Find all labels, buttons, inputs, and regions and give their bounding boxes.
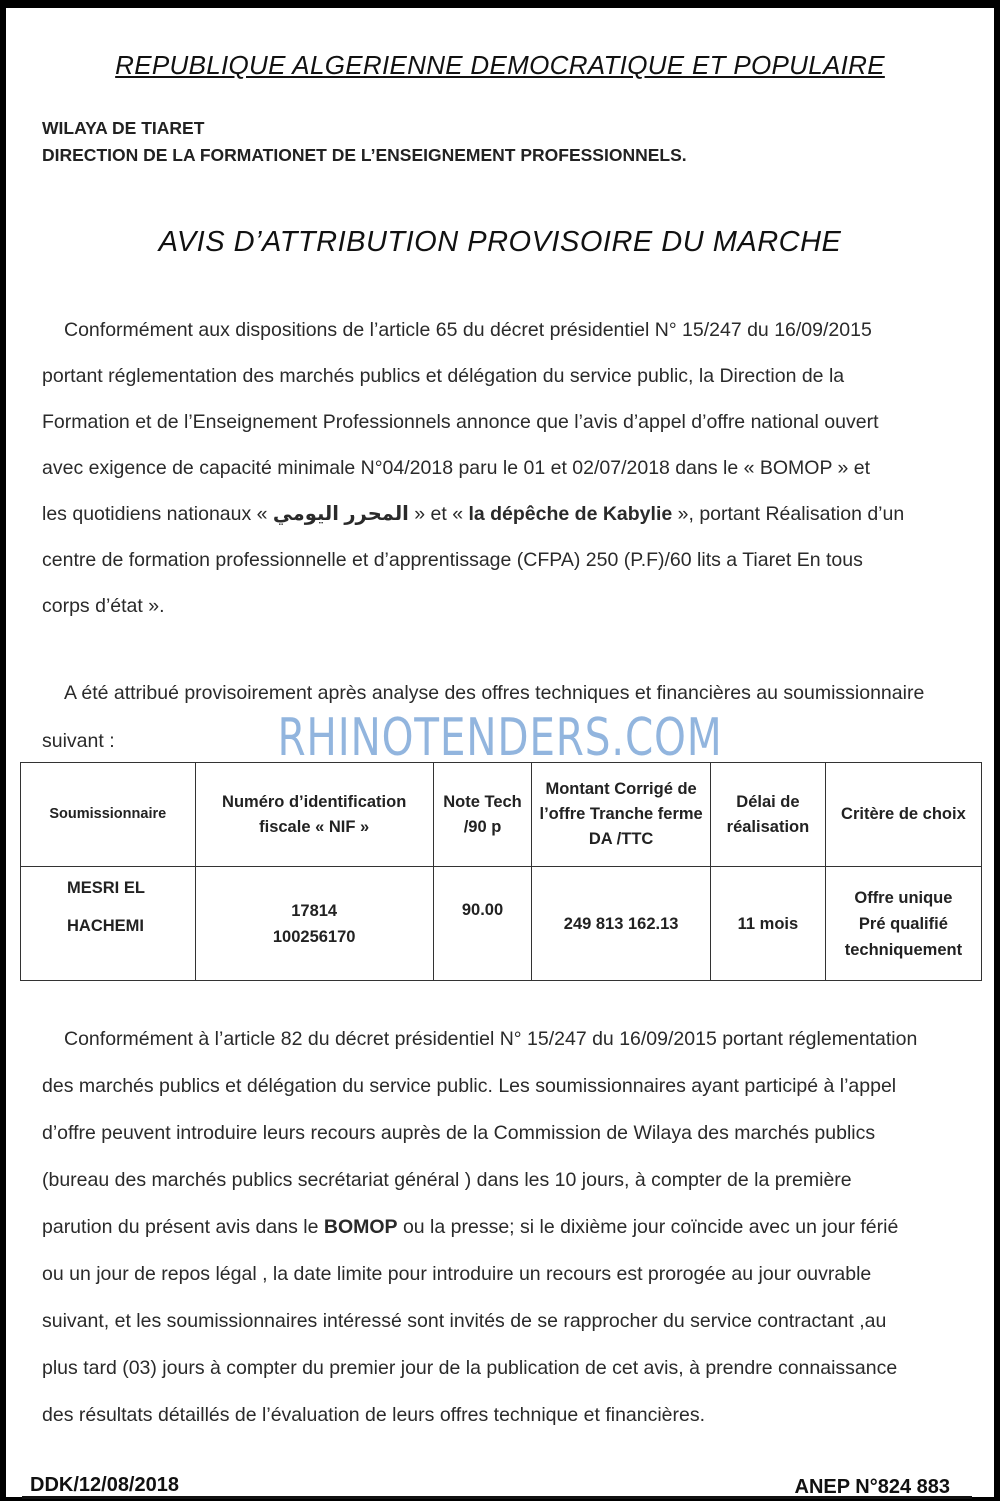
- col-header-bidder: Soumissionnaire: [21, 763, 196, 867]
- text-line: plus tard (03) jours à compter du premier jour de la publication de cet avis, à prendre connaissance: [42, 1357, 898, 1379]
- col-header-amount: Montant Corrigé de l’offre Tranche ferme DA /TTC: [532, 763, 711, 867]
- criteria-line: techniquement: [844, 940, 963, 959]
- text-line-bomop: [42, 1204, 942, 1251]
- cell-nif: [195, 867, 433, 981]
- col-header-nif: Numéro d’identification fiscale « NIF »: [195, 763, 433, 867]
- text-line: suivant :: [42, 730, 115, 752]
- issuer-block: [42, 115, 687, 169]
- text-line: Formation et de l’Enseignement Professionnels annonce que l’avis d’appel d’offre national ouvert: [42, 411, 879, 433]
- paragraph-appeal: [42, 1016, 942, 1439]
- notice-title: AVIS D’ATTRIBUTION PROVISOIRE DU MARCHE: [158, 226, 842, 258]
- award-table: [20, 762, 982, 981]
- cell-criteria: [825, 867, 981, 981]
- arabic-newspaper-name: المحرر اليومي: [272, 503, 409, 525]
- table-row: [21, 867, 982, 981]
- nif-line: 17814: [291, 901, 338, 920]
- newspaper-name: la dépêche de Kabylie: [468, 503, 673, 525]
- criteria-line: Offre unique: [854, 888, 953, 907]
- nif-line: 100256170: [272, 927, 356, 946]
- text-line: portant réglementation des marchés publics et délégation du service public, la Direction de la: [42, 365, 845, 387]
- text-line: des résultats détaillés de l’évaluation de leurs offres technique et financières.: [42, 1404, 706, 1426]
- cell-delay: 11 mois: [711, 867, 826, 981]
- col-header-criteria: Critère de choix: [825, 763, 981, 867]
- text-line: des marchés publics et délégation du service public. Les soumissionnaires ayant participé à l’appel: [42, 1075, 897, 1097]
- wilaya-line: WILAYA DE TIARET: [42, 118, 205, 138]
- cell-tech-score: 90.00: [433, 867, 531, 981]
- col-header-tech-score: Note Tech /90 p: [433, 763, 531, 867]
- text-line: suivant, et les soumissionnaires intéressé sont invités de se rapprocher du service contractant ,au: [42, 1310, 887, 1332]
- table-header-row: [21, 763, 982, 867]
- text-line: corps d’état ».: [42, 595, 165, 617]
- text-line: Conformément aux dispositions de l’article 65 du décret présidentiel N° 15/247 du 16/09/2015: [64, 319, 872, 341]
- text-line: Conformément à l’article 82 du décret présidentiel N° 15/247 du 16/09/2015 portant réglementation: [64, 1028, 918, 1050]
- anep-number: ANEP N°824 883: [794, 1476, 950, 1498]
- cell-bidder: [21, 867, 196, 981]
- publication-reference: DDK/12/08/2018: [30, 1474, 179, 1496]
- bidder-name-line: HACHEMI: [67, 917, 144, 935]
- text-line: A été attribué provisoirement après analyse des offres techniques et financières au soumissionnaire: [64, 682, 925, 704]
- text-line-newspapers: [42, 491, 942, 537]
- text-fragment: les quotidiens nationaux «: [42, 503, 273, 525]
- paragraph-intro: [42, 307, 942, 629]
- text-line: avec exigence de capacité minimale N°04/2018 paru le 01 et 02/07/2018 dans le « BOMOP » et: [42, 457, 871, 479]
- cell-amount: 249 813 162.13: [532, 867, 711, 981]
- text-line: d’offre peuvent introduire leurs recours auprès de la Commission de Wilaya des marchés publics: [42, 1122, 876, 1144]
- criteria-line: Pré qualifié: [858, 914, 948, 933]
- republic-heading: REPUBLIQUE ALGERIENNE DEMOCRATIQUE ET POPULAIRE: [115, 50, 885, 80]
- direction-line: DIRECTION DE LA FORMATIONET DE L’ENSEIGNEMENT PROFESSIONNELS.: [42, 145, 687, 165]
- text-fragment: parution du présent avis dans le: [42, 1216, 324, 1238]
- text-fragment: », portant Réalisation d’un: [672, 503, 905, 525]
- bomop-label: BOMOP: [323, 1216, 398, 1238]
- text-line: (bureau des marchés publics secrétariat général ) dans les 10 jours, à compter de la première: [42, 1169, 852, 1191]
- text-line: ou un jour de repos légal , la date limite pour introduire un recours est prorogée au jour ouvrable: [42, 1263, 872, 1285]
- text-fragment: » et «: [408, 503, 469, 525]
- watermark: RHINOTENDERS.COM: [277, 708, 723, 768]
- bidder-name-line: MESRI EL: [67, 879, 145, 897]
- col-header-delay: Délai de réalisation: [711, 763, 826, 867]
- text-line: centre de formation professionnelle et d’apprentissage (CFPA) 250 (P.F)/60 lits a Tiaret En tous: [42, 549, 863, 571]
- text-fragment: ou la presse; si le dixième jour coïncide avec un jour férié: [397, 1216, 899, 1238]
